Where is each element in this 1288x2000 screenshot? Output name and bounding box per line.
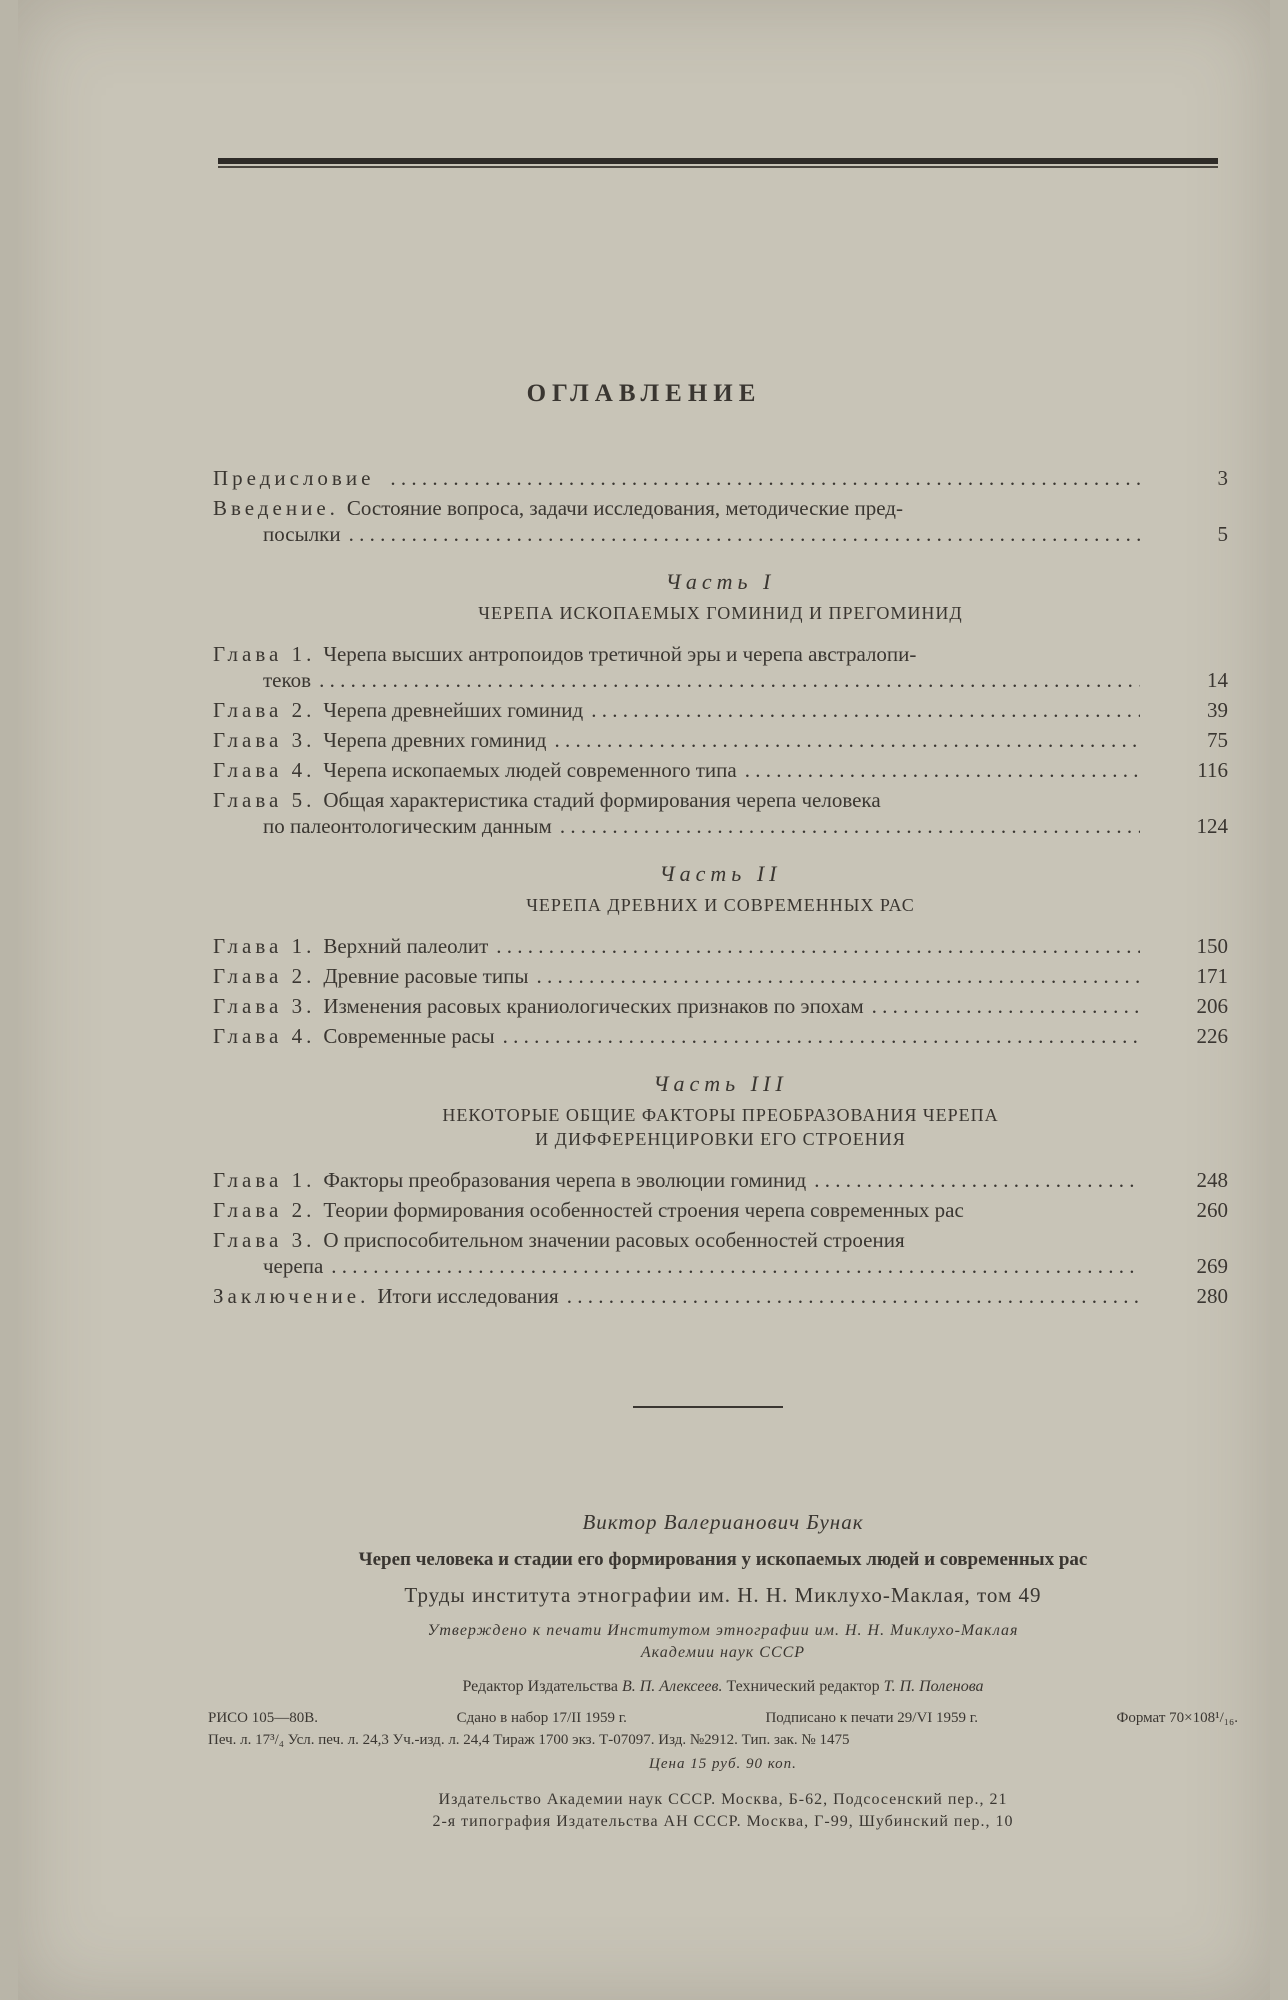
toc-entry bbox=[213, 1197, 1228, 1223]
toc-entry bbox=[213, 993, 1228, 1019]
toc-page-number: 171 bbox=[1196, 964, 1228, 988]
toc-entry-line bbox=[213, 465, 1228, 491]
approval-note: Утверждено к печати Институтом этнографии им. Н. Н. Миклухо-Маклая Академии наук СССР bbox=[427, 1622, 1019, 1661]
author-name: Виктор Валерианович Бунак bbox=[582, 1510, 864, 1534]
toc-entry bbox=[213, 465, 1228, 491]
toc-entry-text-cont: посылки bbox=[263, 522, 341, 546]
leader-dots bbox=[503, 1023, 1140, 1049]
leader-dots bbox=[349, 521, 1140, 547]
toc-entry-text-cont: черепа bbox=[263, 1254, 324, 1278]
leader-dots bbox=[814, 1167, 1140, 1193]
toc-entry-line bbox=[213, 641, 1148, 667]
toc-entry-label: Глава 4. bbox=[213, 1024, 316, 1048]
toc-entry-label: Глава 1. bbox=[213, 1168, 316, 1192]
toc-entry-continuation bbox=[213, 667, 1228, 693]
toc-entry-label: Глава 2. bbox=[213, 1198, 316, 1222]
toc-entry-label: Введение. bbox=[213, 496, 339, 520]
toc-entry-label: Глава 4. bbox=[213, 758, 316, 782]
toc-entry-line bbox=[213, 757, 1228, 783]
leader-dots bbox=[496, 933, 1140, 959]
book-page bbox=[18, 0, 1270, 2000]
leader-dots bbox=[319, 667, 1140, 693]
toc-page-number: 5 bbox=[1217, 522, 1228, 546]
editors-line: Редактор Издательства В. П. Алексеев. Технический редактор Т. П. Поленова bbox=[462, 1678, 984, 1695]
part-heading: Часть I bbox=[665, 569, 776, 594]
table-of-contents bbox=[213, 465, 1228, 1313]
toc-entry-line bbox=[213, 787, 1148, 813]
toc-entry bbox=[213, 933, 1228, 959]
toc-title: ОГЛАВЛЕНИЕ bbox=[526, 380, 762, 407]
toc-entry bbox=[213, 697, 1228, 723]
toc-entry-text: Верхний палеолит bbox=[323, 934, 489, 958]
toc-entry-text: Черепа высших антропоидов третичной эры и черепа австралопи- bbox=[323, 642, 917, 666]
print-data-line-1: РИСО 105—80В. Сдано в набор 17/II 1959 г. Подписано к печати 29/VI 1959 г. Формат 70×108¹/₁₆. bbox=[208, 1710, 1238, 1726]
leader-dots bbox=[745, 757, 1140, 783]
toc-entry-text: Изменения расовых краниологических признаков по эпохам bbox=[323, 994, 864, 1018]
price: Цена 15 руб. 90 коп. bbox=[649, 1756, 797, 1772]
toc-entry-line bbox=[213, 1283, 1228, 1309]
toc-entry-label: Глава 1. bbox=[213, 642, 316, 666]
toc-page-number: 260 bbox=[1196, 1198, 1228, 1222]
toc-page-number: 124 bbox=[1196, 814, 1228, 838]
series-title: Труды института этнографии им. Н. Н. Миклухо-Маклая, том 49 bbox=[404, 1583, 1042, 1607]
toc-entry-line bbox=[213, 933, 1228, 959]
toc-entry-continuation bbox=[213, 521, 1228, 547]
toc-entry-text-cont: по палеонтологическим данным bbox=[263, 814, 552, 838]
top-double-rule bbox=[218, 158, 1218, 164]
toc-entry-label: Глава 3. bbox=[213, 1228, 316, 1252]
leader-dots bbox=[390, 465, 1140, 491]
toc-entry-line bbox=[213, 963, 1228, 989]
toc-entry bbox=[213, 1227, 1228, 1279]
toc-entry bbox=[213, 757, 1228, 783]
leader-dots bbox=[872, 993, 1140, 1019]
toc-entry-line bbox=[213, 1227, 1148, 1253]
colophon bbox=[208, 1510, 1238, 1833]
toc-entry-continuation bbox=[213, 813, 1228, 839]
leader-dots bbox=[554, 727, 1140, 753]
toc-entry bbox=[213, 1167, 1228, 1193]
leader-dots bbox=[560, 813, 1140, 839]
toc-entry-label: Глава 3. bbox=[213, 728, 316, 752]
toc-entry-label: Глава 1. bbox=[213, 934, 316, 958]
toc-entry-line bbox=[213, 1023, 1228, 1049]
toc-entry-text: Теории формирования особенностей строения черепа современных рас bbox=[323, 1198, 964, 1222]
toc-entry-label: Глава 3. bbox=[213, 994, 316, 1018]
toc-entry bbox=[213, 727, 1228, 753]
toc-entry-label: Глава 2. bbox=[213, 698, 316, 722]
part-title: ЧЕРЕПА ДРЕВНИХ И СОВРЕМЕННЫХ РАС bbox=[526, 895, 915, 915]
toc-entry-text-cont: теков bbox=[263, 668, 312, 692]
toc-entry-line bbox=[213, 993, 1228, 1019]
toc-entry-line bbox=[213, 1167, 1228, 1193]
toc-entry-label: Глава 5. bbox=[213, 788, 316, 812]
toc-page-number: 269 bbox=[1196, 1254, 1228, 1278]
toc-entry-continuation bbox=[213, 1253, 1228, 1279]
leader-dots bbox=[591, 697, 1140, 723]
leader-dots bbox=[567, 1283, 1140, 1309]
toc-entry-label: Предисловие bbox=[213, 466, 375, 490]
publisher-info: Издательство Академии наук СССР. Москва, Б-62, Подсосенский пер., 21 2-я типография Издательства АН СССР. Москва, Г-99, Шубинский пер., 10 bbox=[432, 1791, 1014, 1830]
toc-entry-text: Черепа древнейших гоминид bbox=[323, 698, 584, 722]
toc-entry-line bbox=[213, 697, 1228, 723]
print-data-line-2: Печ. л. 17³/₄ Усл. печ. л. 24,3 Уч.-изд. л. 24,4 Тираж 1700 экз. Т-07097. Изд. №2912. Тип. зак. № 1475 bbox=[208, 1732, 850, 1748]
toc-page-number: 39 bbox=[1207, 698, 1228, 722]
toc-entry-text: Состояние вопроса, задачи исследования, методические пред- bbox=[346, 496, 903, 520]
toc-entry-line bbox=[213, 1197, 1228, 1223]
part-heading: Часть III bbox=[653, 1071, 788, 1096]
toc-entry-line bbox=[213, 495, 1148, 521]
toc-entry bbox=[213, 495, 1228, 547]
toc-page-number: 226 bbox=[1196, 1024, 1228, 1048]
toc-entry-text: Древние расовые типы bbox=[323, 964, 529, 988]
toc-page-number: 280 bbox=[1196, 1284, 1228, 1308]
toc-entry-text: Черепа ископаемых людей современного типа bbox=[323, 758, 737, 782]
toc-page-number: 116 bbox=[1197, 758, 1228, 782]
toc-entry bbox=[213, 641, 1228, 693]
separator-rule bbox=[633, 1406, 783, 1408]
toc-entry-text: Итоги исследования bbox=[377, 1284, 559, 1308]
toc-entry-text: Современные расы bbox=[323, 1024, 495, 1048]
part-title: НЕКОТОРЫЕ ОБЩИЕ ФАКТОРЫ ПРЕОБРАЗОВАНИЯ ЧЕРЕПА И ДИФФЕРЕНЦИРОВКИ ЕГО СТРОЕНИЯ bbox=[442, 1105, 999, 1149]
toc-entry-line bbox=[213, 727, 1228, 753]
part-heading: Часть II bbox=[659, 861, 782, 886]
part-title: ЧЕРЕПА ИСКОПАЕМЫХ ГОМИНИД И ПРЕГОМИНИД bbox=[478, 603, 963, 623]
toc-page-number: 206 bbox=[1196, 994, 1228, 1018]
toc-page-number: 150 bbox=[1196, 934, 1228, 958]
toc-entry bbox=[213, 1023, 1228, 1049]
toc-entry-text: Общая характеристика стадий формирования черепа человека bbox=[323, 788, 881, 812]
toc-entry-text: Черепа древних гоминид bbox=[323, 728, 547, 752]
toc-entry-label: Глава 2. bbox=[213, 964, 316, 988]
leader-dots bbox=[536, 963, 1140, 989]
toc-entry-text: Факторы преобразования черепа в эволюции гоминид bbox=[323, 1168, 807, 1192]
toc-page-number: 3 bbox=[1217, 466, 1228, 490]
toc-entry-text: О приспособительном значении расовых особенностей строения bbox=[323, 1228, 905, 1252]
toc-entry bbox=[213, 787, 1228, 839]
toc-entry-label: Заключение. bbox=[213, 1284, 370, 1308]
toc-page-number: 248 bbox=[1196, 1168, 1228, 1192]
book-title: Череп человека и стадии его формирования у ископаемых людей и современных рас bbox=[358, 1549, 1088, 1570]
leader-dots bbox=[331, 1253, 1140, 1279]
toc-entry bbox=[213, 963, 1228, 989]
toc-page-number: 75 bbox=[1207, 728, 1228, 752]
toc-entry bbox=[213, 1283, 1228, 1309]
toc-page-number: 14 bbox=[1207, 668, 1228, 692]
